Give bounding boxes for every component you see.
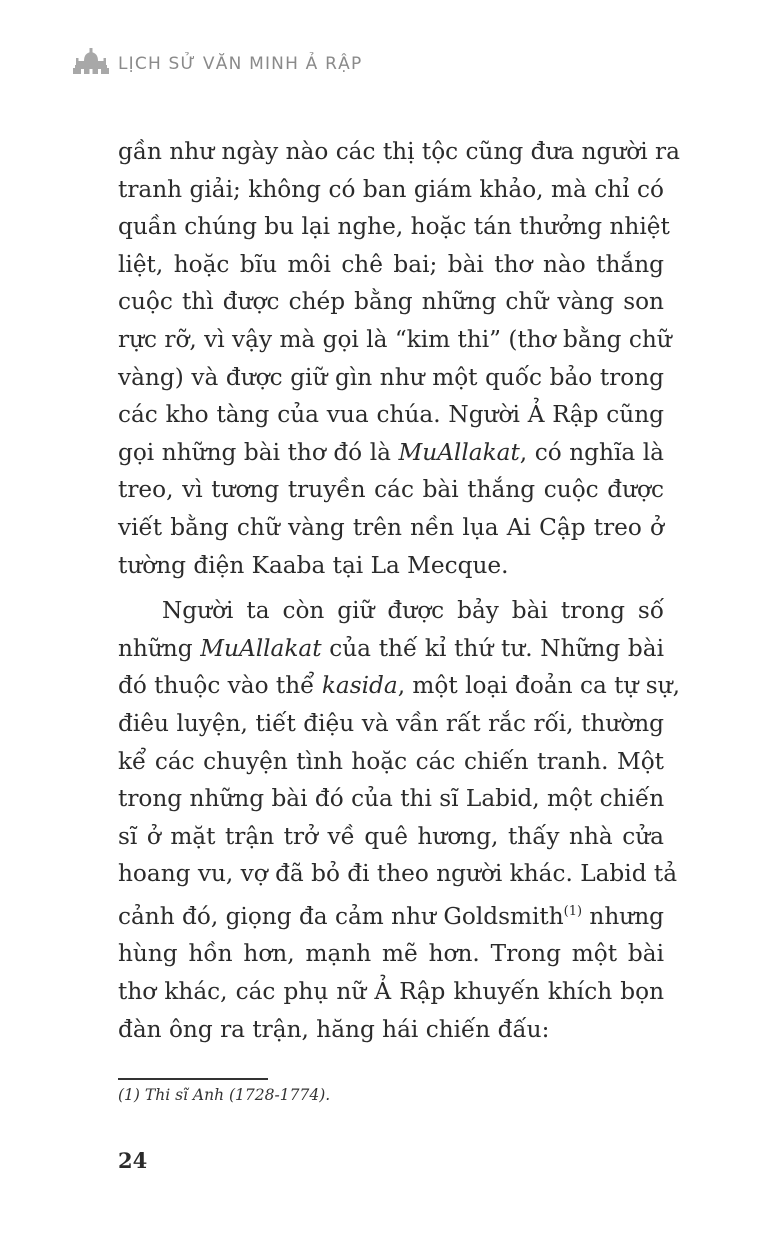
text-line [118, 630, 664, 668]
text-run: đó thuộc vào thể [118, 672, 322, 700]
text-run: nhưng [582, 902, 665, 930]
text-line [118, 667, 680, 705]
text-line: quần chúng bu lại nghe, hoặc tán thưởng nhiệt [118, 213, 670, 241]
text-line: tranh giải; không có ban giám khảo, mà chỉ có [118, 175, 664, 203]
text-run: , một loại đoản ca tự sự, [397, 672, 680, 700]
text-line: điêu luyện, tiết điệu và vần rất rắc rối, thường [118, 709, 664, 737]
text-run: , có nghĩa là [519, 438, 664, 466]
header-title: LỊCH SỬ VĂN MINH Ả RẬP [118, 54, 363, 74]
text-run: gọi những bài thơ đó là [118, 438, 399, 466]
text-line: trong những bài đó của thi sĩ Labid, một chiến [118, 785, 665, 813]
text-line: Người ta còn giữ được bảy bài trong số [162, 597, 664, 625]
italic-term: kasida [321, 672, 398, 700]
footnote-divider [118, 1078, 268, 1080]
text-line [118, 893, 664, 936]
footnote: (1) Thi sĩ Anh (1728-1774). [118, 1086, 331, 1104]
body-text [118, 133, 680, 1048]
text-line: thơ khác, các phụ nữ Ả Rập khuyến khích bọn [118, 978, 664, 1006]
text-line: vàng) và được giữ gìn như một quốc bảo trong [118, 363, 664, 391]
italic-term: MuAllakat [398, 438, 520, 466]
text-line: các kho tàng của vua chúa. Người Ả Rập cũng [118, 401, 664, 429]
temple-icon [72, 48, 110, 74]
running-header [72, 48, 362, 74]
text-line: treo, vì tương truyền các bài thắng cuộc được [118, 476, 664, 504]
text-run: cảnh đó, giọng đa cảm như Goldsmith [118, 902, 564, 930]
italic-term: MuAllakat [200, 634, 322, 662]
text-line: cuộc thì được chép bằng những chữ vàng son [118, 288, 664, 316]
text-run: những [118, 634, 201, 662]
text-line: gần như ngày nào các thị tộc cũng đưa người ra [118, 138, 680, 165]
paragraph-2 [118, 592, 680, 1048]
text-line: hùng hồn hơn, mạnh mẽ hơn. Trong một bài [118, 940, 664, 968]
text-line: sĩ ở mặt trận trở về quê hương, thấy nhà cửa [118, 822, 664, 850]
text-run: của thế kỉ thứ tư. Những bài [321, 634, 664, 662]
paragraph-1 [118, 133, 680, 584]
text-line: kể các chuyện tình hoặc các chiến tranh. Một [118, 747, 664, 775]
text-line: viết bằng chữ vàng trên nền lụa Ai Cập treo ở [118, 513, 664, 541]
text-line: hoang vu, vợ đã bỏ đi theo người khác. Labid tả [118, 860, 678, 888]
text-line: liệt, hoặc bĩu môi chê bai; bài thơ nào thắng [118, 250, 664, 278]
text-line: đàn ông ra trận, hăng hái chiến đấu: [118, 1015, 550, 1043]
page-number: 24 [118, 1148, 148, 1173]
text-line: tường điện Kaaba tại La Mecque. [118, 551, 509, 579]
footnote-marker: (1) [563, 903, 583, 919]
text-line [118, 434, 664, 472]
text-line: rực rỡ, vì vậy mà gọi là “kim thi” (thơ bằng chữ [118, 325, 672, 353]
